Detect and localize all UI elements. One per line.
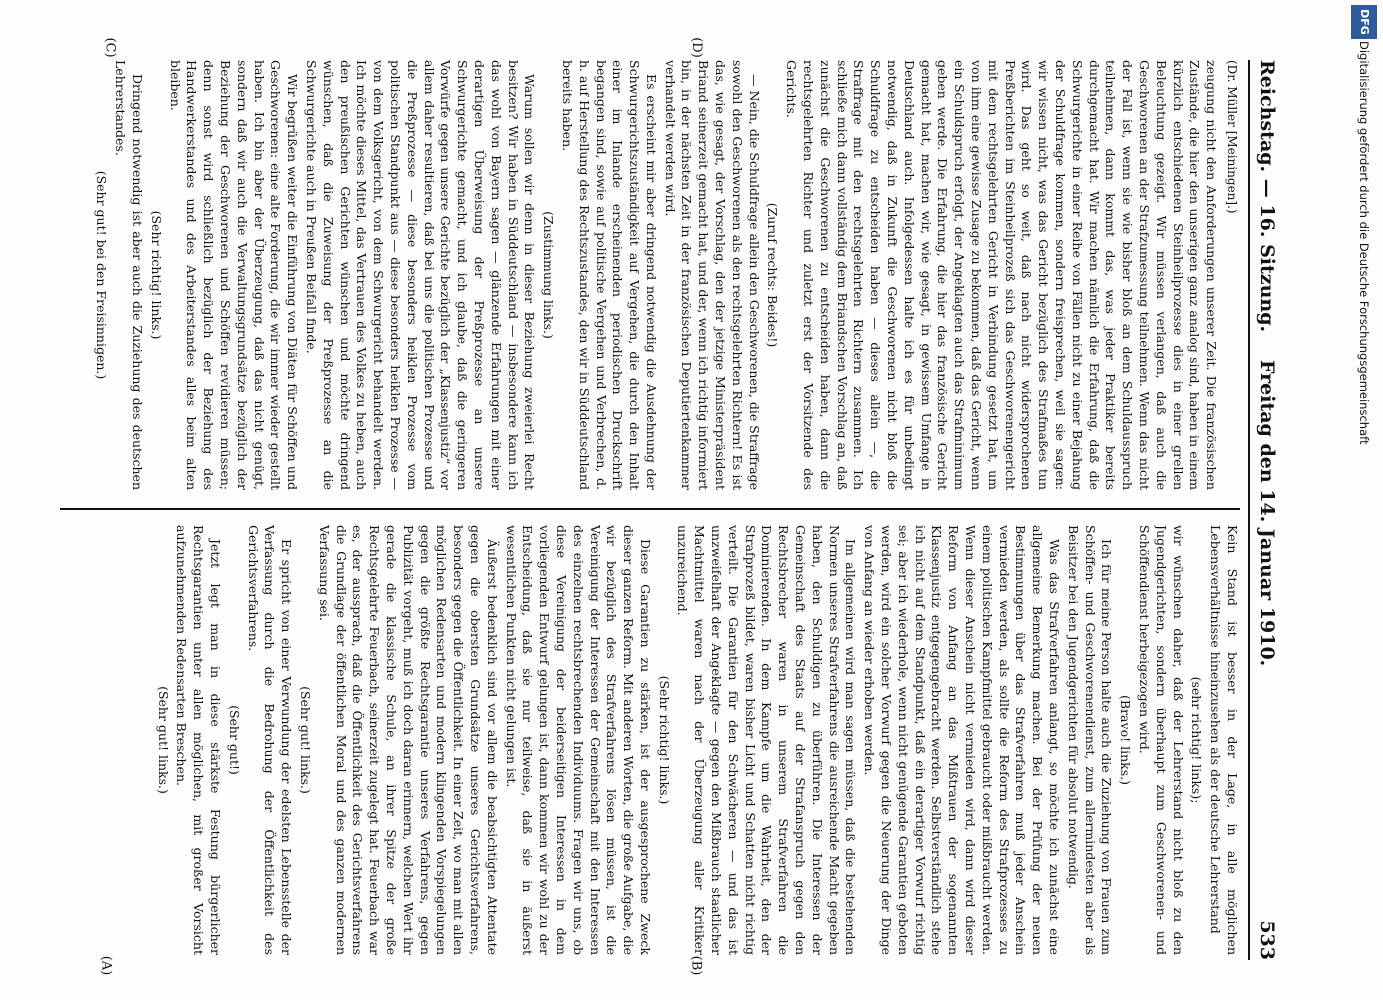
paragraph: — Nein, die Schuldfrage allein den Geschworenen, die Straffrage sowohl den Geschworenen als den rechtsgelehrten Richtern! Es ist das, wie gesagt, der Vorschlag, den der jetzige Ministerpräsident Briand seinerzeit gemacht hat, und der, wenn ich richtig informiert bin, in der nächsten Zeit in der französischen Deputiertenkammer verhandelt werden wird. [662, 60, 762, 490]
margin-mark-c: (C) [102, 37, 118, 58]
interjection: (Sehr richtig! links.) [656, 675, 672, 805]
interjection: (Sehr gut!) [226, 705, 242, 775]
paragraph: Diese Garantien zu stärken, ist der ausgesprochene Zweck dieser ganzen Reform. Mit anderen Worten, die große Aufgabe, die wir bezüglich des Strafverfahrens lösen müssen, ist die Vereinigung der Interessen der Gemeinschaft mit den Interessen des einzelnen rechtsbrechenden Individuums. Fragen wir uns, ob diese Vereinigung der beiderseitigen Interessen in dem vorliegenden Entwurf gelungen ist, dann kommen wir wohl zu der Entscheidung, daß sie nur teilweise, daß sie in äußerst wesentlichen Punkten nicht gelungen ist. [503, 525, 653, 955]
paragraph: zeugung nicht den Anforderungen unserer Zeit. Die französischen Zustände, die hier den unserigen ganz analog sind, haben in einem kürzlich entschiedenen Steinheilprozesse dies in einer grellen Beleuchtung gezeigt. Wir müssen verlangen, daß auch die Geschworenen an der Strafzumessung teilnehmen. Wenn das nicht der Fall ist, wenn sie wie bisher bloß an dem Schuldausspruch teilnehmen, dann kommt das, was jeder Praktiker bereits durchgemacht hat. Wir machen nämlich die Erfahrung, daß die Schwurgerichte in einer Reihe von Fällen nicht zu einer Bejahung der Schuldfrage kommen, sondern freisprechen, weil sie sagen: wir wissen nicht, was das Gericht bezüglich des Strafmaßes tun wird. Das geht so weit, daß nach nicht widersprochenen Preßberichten im Steinheilprozeß sich das Geschworenengericht mit dem rechtsgelehrten Gericht in Verbindung gesetzt hat, um von ihm eine gewisse Zusage zu bekommen, daß das Gericht, wenn ein Schuldspruch erfolgt, der Angeklagten auch das Strafminimum geben werde. Die Erfahrung, die hier das französische Gericht gemacht hat, machen wir, wie gesagt, in gewissem Umfange in Deutschland auch. Infolgedessen halte ich es für unbedingt notwendig, daß in Zukunft die Geschworenen nicht bloß die Schuldfrage zu entscheiden haben — dieses allein —, die Straffrage mit den rechtsgelehrten Richtern zusammen. Ich schließe mich dann vollständig dem Briandschen Vorschlag an, daß zunächst die Geschworenen zu entscheiden haben, dann die rechtsgelehrten Richter und zuletzt erst der Vorsitzende des Gerichts. [784, 60, 1220, 490]
margin-mark-a: (A) [98, 955, 114, 976]
paragraph: Er spricht von einer Verwundung der edelsten Lebensstelle der Verfassung durch die Bedrohung der Öffentlichkeit des Gerichtsverfahrens. [245, 525, 295, 955]
interjection: (Sehr richtig! links.) [148, 210, 164, 340]
margin-mark-d: (D) [688, 37, 704, 58]
right-column [40, 525, 1240, 955]
paragraph: Ich für meine Person halte auch die Zuziehung von Frauen zum Schöffen- und Geschworenendienst, zum allermindesten aber als Beisitzer bei den Jugendgerichten für absolut notwendig. [1065, 525, 1115, 955]
interjection: (Bravo! links.) [1118, 695, 1134, 785]
interjection: (Sehr gut! bei den Freisinnigen.) [94, 170, 110, 380]
interjection: (Zustimmung links.) [541, 211, 557, 339]
paragraph: Kein Stand ist besser in der Lage, in alle möglichen Lebensverhältnisse hineinzusehen als der deutsche Lehrerstand [1208, 525, 1240, 955]
paragraph: Dringend notwendig ist aber auch die Zuziehung des deutschen Lehrerstandes. [113, 60, 145, 490]
rotated-page-content [30, 60, 1280, 960]
interjection: (Zuruf rechts: Beides!) [765, 202, 781, 348]
interjection: (sehr richtig! links); [1189, 676, 1205, 804]
dfg-rotated [1343, 5, 1377, 995]
paragraph: Wir begrüßen weiter die Einführung von Diäten für Schöffen und Geschworenen: eine alte Forderung, die wir immer wieder gestellt haben. Ich bin aber der Überzeugung, daß das nicht genügt, sondern daß wir auch die Verwaltungsgrundsätze bezüglich der Beziehung der Geschworenen und Schöffen revidieren müssen; denn sonst wird schließlich bezüglich der Beziehung des Handwerkerstandes und des Arbeiterstandes alles beim alten bleiben. [167, 60, 301, 490]
digitization-note: Digitalisierung gefördert durch die Deutsche Forschungsgemeinschaft [1357, 41, 1371, 445]
header-left: Reichstag. — 16. Sitzung. [1256, 60, 1278, 333]
header-date: Freitag den 14. Januar 1910. [1256, 360, 1278, 667]
paragraph: Warum sollen wir denn in dieser Beziehung zweierlei Recht besitzen? Wir haben in Süddeutschland — insbesondere kann ich das wohl von Bayern sagen — glänzende Erfahrungen mit einer derartigen Überweisung der Preßprozesse an unsere Schwurgerichte gemacht, und ich glaube, daß die geringeren Vorwürfe gegen unsere Gerichte bezüglich der „Klassenjustiz“ vor allem daher resultieren, daß bei uns die politischen Prozesse und die Preßprozesse — diese besonders heiklen Prozesse vom politischen Standpunkt aus — diese besonders heiklen Prozesse — von dem Volksgericht, von dem Schwurgericht behandelt werden. Ich möchte dieses Mittel, das Vertrauen des Volkes zu heben, auch den preußischen Gerichten wünschen und möchte dringend wünschen, daß die Zuweisung der Preßprozesse an die Schwurgerichte auch in Preußen Beifall finde. [303, 60, 538, 490]
interjection: (Sehr gut! links.) [155, 686, 171, 794]
speaker-label: (Dr. Müller [Meiningen].) [1225, 60, 1239, 214]
dfg-sidebar [1343, 5, 1377, 995]
paragraph: Was das Strafverfahren anlangt, so möchte ich zunächst eine allgemeine Bemerkung machen. Bei der Prüfung der neuen Bestimmungen über das Strafverfahren muß jeder Anschein vermieden werden, als sollte die Reform des Strafprozesses zu einem politischen Kampfmittel gebraucht oder mißbraucht werden. Wenn dieser Anschein nicht vermieden wird, dann wird dieser Reform von Anfang an das Mißtrauen der sogenannten Klassenjustiz entgegengebracht werden. Selbstverständlich stehe ich nicht auf dem Standpunkt, daß ein derartiger Vorwurf richtig sei; aber ich wiederhole, wenn nicht genügende Garantien geboten werden, wird ein solcher Vorwurf gegen die Neuerung der Dinge von Anfang an wieder erhoben werden. [862, 525, 1063, 955]
left-column [40, 60, 1240, 490]
column-divider [60, 508, 1240, 510]
interjection: (Sehr gut! links.) [297, 686, 313, 794]
paragraph: Jetzt legt man in diese stärkste Festung bürgerlicher Rechtsgarantien unter allen möglichen, mit großer Vorsicht aufzunehmenden Redensarten Breschen. [174, 525, 223, 955]
dfg-logo: DFG [1351, 5, 1377, 39]
paragraph: Es erscheint mir aber dringend notwendig die Ausdehnung der Schwurgerichtszuständigkeit auf Vergehen, die durch den Inhalt einer im Inlande erscheinenden periodischen Druckschrift begangen sind, sowie auf politische Vergehen und Verbrechen, d. h. auf Herstellung des Rechtszustandes, den wir in Süddeutschland bereits haben. [559, 60, 659, 490]
running-header [1248, 60, 1280, 960]
paragraph: Im allgemeinen wird man sagen müssen, daß die bestehenden Normen unseres Strafverfahrens die ausreichende Macht gegeben haben, den Schuldigen zu überführen. Die Interessen der Gemeinschaft des Staats auf der Strafanspruch gegen den Rechtsbrecher waren in unserem Strafverfahren die Dominierenden. In dem Kampfe um die Wahrheit, den der Strafprozeß bildet, waren bisher Licht und Schatten nicht richtig verteilt. Die Garantien für den Schwächeren — und das ist unzweifelhaft der Angeklagte — gegen den Mißbrauch staatlicher Machtmittel waren nach der Überzeugung aller Kritiker unzureichend. [675, 525, 859, 955]
page-number: 533 [1256, 920, 1278, 960]
margin-mark-b: (B) [688, 955, 704, 976]
paragraph: wir wünschen daher, daß der Lehrerstand nicht bloß zu den Jugendgerichten, sondern überhaupt zum Geschworenen- und Schöffendienst herbeigezogen wird. [1137, 525, 1186, 955]
paragraph: Äußerst bedenklich sind vor allem die beabsichtigten Attentate gegen die obersten Grundsätze unseres Gerichtsverfahrens, besonders gegen die Öffentlichkeit. In einer Zeit, wo man mit allen möglichen Redensarten und modern klingenden Vorspiegelungen gegen die größte Rechtsgarantie unseres Verfahrens, gegen Publizität vorgeht, muß ich doch daran erinnern, welchen Wert ihr gerade die klassische Schule, an ihrer Spitze der große Rechtsgelehrte Feuerbach, seinerzeit zugelegt hat. Feuerbach war es, der aussprach, daß die Öffentlichkeit des Gerichtsverfahrens die Grundlage der öffentlichen Moral und des ganzen modernen Verfassung sei. [316, 525, 500, 955]
